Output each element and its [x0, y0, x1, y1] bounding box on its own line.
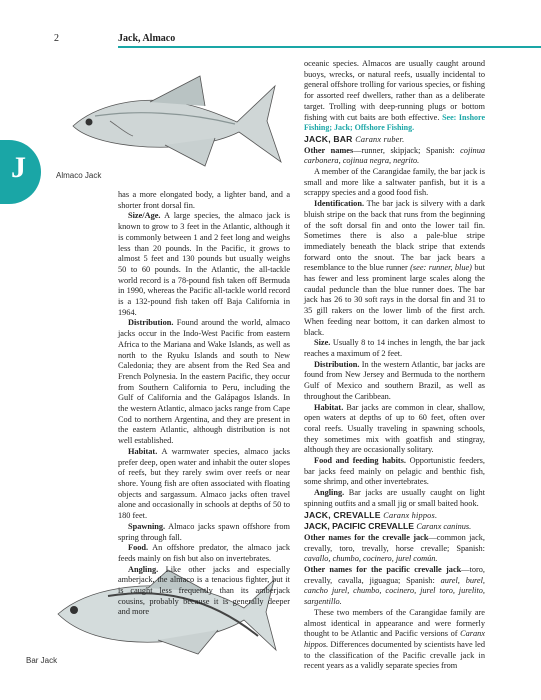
paragraph: Habitat. Bar jacks are common in clear, shallow, open waters at depths of up to 60 feet, often over coral reefs. Usually traveling in spawning schools, they sometimes mix with goatfish and stingray, although they are occasionally solitary. — [304, 402, 485, 455]
paragraph: Other names for the crevalle jack—common jack, crevally, toro, trevally, horse crevalle; Spanish: cavallo, chumbo, cocinero, jurel común. — [304, 532, 485, 564]
species-heading-bar-jack: JACK, BAR Caranx ruber. — [304, 133, 405, 144]
right-column — [304, 59, 485, 672]
paragraph: Food. An offshore predator, the almaco jack feeds mainly on fish but also on invertebrates. — [118, 543, 290, 563]
paragraph: Angling. Like other jacks and especially amberjack, the almaco is a tenacious fighter, but it is caught less frequently than its amberjack cousins, probably because it is generally deeper and more — [118, 564, 290, 617]
paragraph: Size. Usually 8 to 14 inches in length, the bar jack reaches a maximum of 2 feet. — [304, 338, 485, 358]
paragraph: Other names for the pacific crevalle jack—toro, crevally, cavalla, jiguagua; Spanish: aurel, burel, cancho jurel, chumbo, cocinero, jurel toro, jurelito, sargentillo. — [304, 565, 485, 607]
paragraph: Identification. The bar jack is silvery with a dark bluish stripe on the back that runs from the beginning of the soft dorsal fin and onto the lower tail fin. Sometimes there is also a pale-blue stripe immediately beneath the black stripe that extends forward onto the snout. The bar jack bears a resemblance to the blue runner (see: runner, blue) but has fewer and less prominent large scales along the caudal peduncle than the blue runner does. The bar jack has 26 to 30 soft rays in the dorsal fin and 31 to 35 gill rakers on the lower limb of the first arch. When feeding near bottom, it can darken almost to black. — [304, 199, 485, 337]
paragraph: has a more elongated body, a lighter band, and a shorter front dorsal fin. — [118, 190, 290, 210]
page-number: 2 — [54, 33, 59, 44]
paragraph: Spawning. Almaco jacks spawn offshore from spring through fall. — [118, 521, 290, 542]
section-letter: J — [11, 151, 26, 184]
see-also-links[interactable]: See: Inshore Fishing; Jack; Offshore Fishing. — [304, 112, 485, 133]
paragraph: Distribution. Found around the world, almaco jacks occur in the Indo-West Pacific from eastern Africa to the Mariana and Wake Islands, as well as north to the Ryuku Islands and south to New Caledonia; they are absent from the Red Sea and French Polynesia. In the eastern Pacific, they occur from Southern California to Peru, including the Gulf of California and the Galápagos Islands. In the western Atlantic, almaco jacks range from Cape Cod to northern Argentina, and they are present in the eastern Atlantic, although distribution is not well established. — [118, 318, 290, 446]
paragraph: Distribution. In the western Atlantic, bar jacks are found from New Jersey and Bermuda to the northern Gulf of Mexico and southern Brazil, as well as throughout the Caribbean. — [304, 359, 485, 401]
paragraph: Angling. Bar jacks are usually caught on light spinning outfits and a small jig or small baited hook. — [304, 488, 485, 508]
paragraph: Other names—runner, skipjack; Spanish: cojinua carbonera, cojinua negra, negrito. — [304, 145, 485, 166]
paragraph: A member of the Carangidae family, the bar jack is small and more like a saltwater panfish, but it is a scrappy species and a good food fish. — [304, 167, 485, 198]
running-title: Jack, Almaco — [118, 33, 176, 44]
species-heading-crevalle-jack: JACK, CREVALLE Caranx hippos. — [304, 509, 438, 520]
header-rule — [118, 46, 541, 48]
species-heading-pacific-crevalle-jack: JACK, PACIFIC CREVALLE Caranx caninus. — [304, 521, 472, 532]
almaco-jack-illustration — [55, 66, 285, 174]
bar-jack-caption: Bar Jack — [26, 656, 58, 665]
paragraph: These two members of the Carangidae family are almost identical in appearance and were formerly thought to be Atlantic and Pacific versions of Caranx hippos. Differences documented by scientists have led to the classification of the Pacific crevalle jack in recent years as a validly separate species from — [304, 607, 485, 671]
paragraph: Size/Age. A large species, the almaco jack is known to grow to 3 feet in the Atlantic, although it is commonly between 1 and 2 feet long and weighs less than 20 pounds. In the Pacific, it grows to almost 5 feet and 130 pounds but usually weighs 50 to 60 pounds. In the Atlantic, the all-tackle world record is a 78-pound fish taken off Bermuda in 1990, whereas the Pacific all-tackle world record is a 132-pound fish taken off Baja California in 1964. — [118, 211, 290, 317]
paragraph: Habitat. A warmwater species, almaco jacks prefer deep, open water and inhabit the outer slopes of reefs, but they rarely swim over reefs or near shore. Young fish are often associated with floating objects and sargassum. Almaco jacks often travel alone and occasionally in schools at depths of 50 to 180 feet. — [118, 446, 290, 521]
paragraph: oceanic species. Almacos are usually caught around buoys, wrecks, or natural reefs, usually incidental to general offshore trolling for various species, or fishing for assorted reef dwellers, rather than as a deliberate target. Trolling with deep-running plugs or bottom fishing with cut baits are both effective. See: Inshore Fishing; Jack; Offshore Fishing. — [304, 59, 485, 133]
paragraph: Food and feeding habits. Opportunistic feeders, bar jacks feed mainly on pelagic and benthic fish, some shrimp, and other invertebrates. — [304, 456, 485, 487]
left-column — [118, 190, 290, 618]
almaco-jack-caption: Almaco Jack — [56, 171, 102, 180]
